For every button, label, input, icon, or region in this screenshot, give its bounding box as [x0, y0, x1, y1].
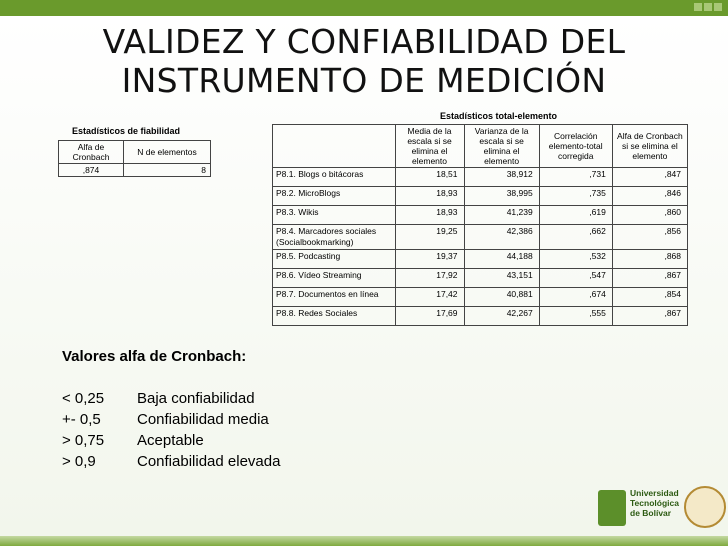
scale-label: Valores alfa de Cronbach:	[62, 348, 247, 365]
table-row	[273, 307, 688, 326]
mean-cell: 19,25	[395, 225, 464, 250]
value-alpha: ,874	[59, 164, 124, 177]
item-total-table	[272, 124, 688, 326]
header-mean: Media de la escala si se elimina el elemento	[395, 125, 464, 168]
alpha-cell: ,867	[612, 269, 687, 288]
variance-cell: 42,267	[464, 307, 539, 326]
scale-code: +- 0,5	[62, 411, 101, 428]
alpha-cell: ,856	[612, 225, 687, 250]
header-alpha-deleted: Alfa de Cronbach si se elimina el elemento	[612, 125, 687, 168]
header-item	[273, 125, 396, 168]
item-cell: P8.8. Redes Sociales	[273, 307, 396, 326]
correlation-cell: ,532	[539, 250, 612, 269]
list-item	[62, 388, 280, 409]
alpha-cell: ,860	[612, 206, 687, 225]
item-cell: P8.6. Vídeo Streaming	[273, 269, 396, 288]
slide-title	[0, 22, 728, 100]
header-n-items: N de elementos	[124, 141, 211, 164]
table-row	[273, 168, 688, 187]
item-cell: P8.7. Documentos en línea	[273, 288, 396, 307]
header-variance: Varianza de la escala si se elimina el elemento	[464, 125, 539, 168]
mean-cell: 18,51	[395, 168, 464, 187]
mean-cell: 17,69	[395, 307, 464, 326]
scale-text: Baja confiabilidad	[137, 390, 255, 407]
variance-cell: 44,188	[464, 250, 539, 269]
item-cell: P8.5. Podcasting	[273, 250, 396, 269]
university-logo	[598, 486, 726, 534]
top-bar	[0, 0, 728, 16]
header-alpha: Alfa de Cronbach	[59, 141, 124, 164]
alpha-cell: ,847	[612, 168, 687, 187]
table-row	[273, 225, 688, 250]
cronbach-scale	[62, 346, 280, 472]
value-n-items: 8	[124, 164, 211, 177]
variance-cell: 38,912	[464, 168, 539, 187]
variance-cell: 43,151	[464, 269, 539, 288]
table-row	[273, 250, 688, 269]
correlation-cell: ,735	[539, 187, 612, 206]
title-line-1: VALIDEZ Y CONFIABILIDAD DEL	[102, 22, 626, 61]
alpha-cell: ,854	[612, 288, 687, 307]
logo-shield-icon	[598, 490, 626, 526]
scale-text: Confiabilidad elevada	[137, 453, 281, 470]
bottom-bar	[0, 536, 728, 546]
reliability-table	[58, 140, 211, 177]
title-line-2: INSTRUMENTO DE MEDICIÓN	[121, 61, 607, 100]
reliability-caption: Estadísticos de fiabilidad	[72, 126, 181, 136]
correlation-cell: ,555	[539, 307, 612, 326]
scale-code: > 0,75	[62, 432, 105, 449]
mean-cell: 17,42	[395, 288, 464, 307]
item-cell: P8.4. Marcadores sociales (Socialbookmarking)	[273, 225, 396, 250]
table-row	[273, 269, 688, 288]
list-item	[62, 451, 280, 472]
variance-cell: 40,881	[464, 288, 539, 307]
decorative-dots	[694, 3, 722, 11]
variance-cell: 41,239	[464, 206, 539, 225]
list-item	[62, 409, 280, 430]
scale-code: > 0,9	[62, 453, 96, 470]
alpha-cell: ,868	[612, 250, 687, 269]
variance-cell: 38,995	[464, 187, 539, 206]
correlation-cell: ,731	[539, 168, 612, 187]
scale-text: Confiabilidad media	[137, 411, 269, 428]
list-item	[62, 430, 280, 451]
scale-code: < 0,25	[62, 390, 105, 407]
table-row	[273, 187, 688, 206]
mean-cell: 17,92	[395, 269, 464, 288]
mean-cell: 18,93	[395, 187, 464, 206]
table-row	[273, 288, 688, 307]
table-row	[273, 206, 688, 225]
alpha-cell: ,846	[612, 187, 687, 206]
logo-text: Universidad Tecnológica de Bolívar	[630, 488, 679, 518]
item-total-caption: Estadísticos total-elemento	[440, 111, 558, 121]
item-cell: P8.3. Wikis	[273, 206, 396, 225]
seal-icon	[684, 486, 726, 528]
mean-cell: 19,37	[395, 250, 464, 269]
variance-cell: 42,386	[464, 225, 539, 250]
table-header-row	[273, 125, 688, 168]
correlation-cell: ,674	[539, 288, 612, 307]
mean-cell: 18,93	[395, 206, 464, 225]
alpha-cell: ,867	[612, 307, 687, 326]
correlation-cell: ,662	[539, 225, 612, 250]
item-cell: P8.1. Blogs o bitácoras	[273, 168, 396, 187]
scale-text: Aceptable	[137, 432, 204, 449]
item-cell: P8.2. MicroBlogs	[273, 187, 396, 206]
correlation-cell: ,619	[539, 206, 612, 225]
header-correlation: Correlación elemento-total corregida	[539, 125, 612, 168]
correlation-cell: ,547	[539, 269, 612, 288]
